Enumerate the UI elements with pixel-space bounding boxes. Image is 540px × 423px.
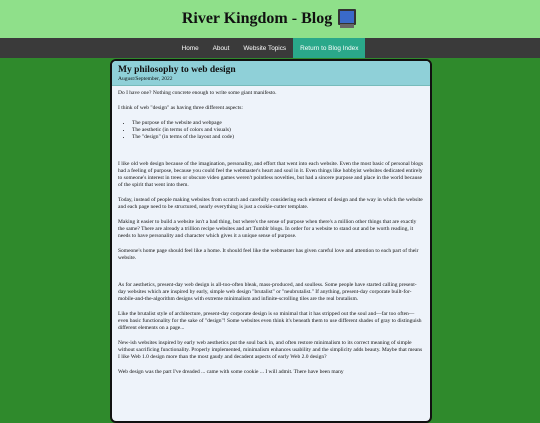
post-header — [112, 61, 430, 86]
top-nav — [0, 38, 540, 58]
list-item: • The purpose of the website and webpage — [132, 120, 424, 127]
nav-website-topics[interactable]: Website Topics — [243, 44, 287, 52]
aspects-list — [118, 120, 424, 141]
paragraph: Do I have one? Nothing concrete enough to write some giant manifesto. — [118, 90, 277, 96]
nav-home[interactable]: Home — [181, 44, 199, 52]
post-title: My philosophy to web design — [118, 65, 236, 75]
computer-monitor-icon — [336, 8, 358, 30]
post-panel — [110, 59, 432, 423]
paragraph: I like old web design because of the imagination, personality, and effort that went into each website. Even the most basic of personal blogs had a feeling of purpose, because you could feel the webmaster's heart and soul in it. Even things like hobbyist websites dedicated entirely to someone's interest in trees or obscure video games weren't pointless novelties, but had a sincere purpose and place in the world because of the spirit that went into them. — [118, 161, 424, 188]
site-title: River Kingdom - Blog — [181, 10, 333, 27]
paragraph: As for aesthetics, present-day web design is all-too-often bleak, mass-produced, and soulless. Some people have started calling present-day websites which are inspired by early, simple web design "brutalist" or "neubrutalist." If anything, present-day corporate built-for-mobile-and-the-algorithm designs with extreme minimalism and infinite-scrolling tiles are the real brutalism. — [118, 282, 417, 302]
paragraph: Like the brutalist style of architecture, present-day corporate design is so minimal that it has stripped out the soul and—far too often—even basic functionality for the sake of "design"! Some websites even think it's beneath them to use different shades of gray to distinguish different elements on a page... — [118, 311, 422, 331]
post-content — [112, 86, 430, 388]
list-item: • The "design" (in terms of the layout and code) — [132, 134, 424, 141]
post-date: August/September, 2022 — [118, 76, 173, 82]
nav-about[interactable]: About — [212, 44, 230, 52]
paragraph: Someone's home page should feel like a home. It should feel like the webmaster has given careful love and attention to each part of their website. — [118, 248, 419, 261]
list-item: • The aesthetic (in terms of colors and visuals) — [132, 127, 424, 134]
paragraph: Web design was the part I've dreaded ... came with some cookie ... I will admit. There have been many — [118, 369, 344, 375]
paragraph: I think of web "design" as having three different aspects: — [118, 105, 243, 111]
nav-return-to-blog-index[interactable]: Return to Blog Index — [293, 38, 365, 58]
paragraph: Today, instead of people making websites from scratch and carefully considering each element of design and the way in which the website and each page need to be structured, nearly everything is just a cookie-cutter template. — [118, 197, 423, 210]
site-header — [0, 0, 540, 38]
paragraph: New-ish websites inspired by early web aesthetics put the soul back in, and often restore minimalism to its correct meaning of simple without sacrificing functionality. Properly implemented, minimalism enhances usability and the simplicity adds beauty. Maybe that means I like Web 1.0 design more than the most gaudy and decadent aspects of early Web 2.0 design? — [118, 340, 423, 360]
paragraph: Making it easier to build a website isn't a bad thing, but where's the sense of purpose when there's a million other things that are exactly the same? There are already a trillion recipe websites and art Tumblr blogs. In order for a website to stand out and be worth reading, it needs to have personality and character which gives it a unique sense of purpose. — [118, 219, 417, 239]
